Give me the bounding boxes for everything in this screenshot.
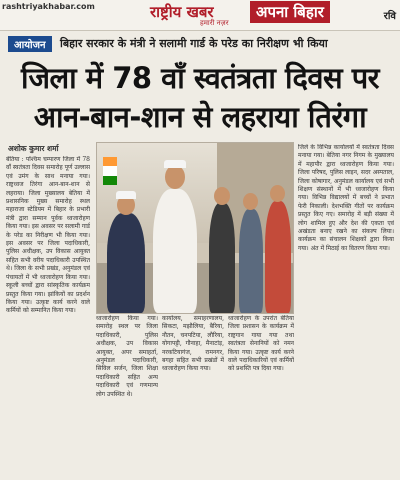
newspaper-logo <box>150 2 368 28</box>
site-url[interactable]: rashtriyakhabar.com <box>2 2 95 11</box>
headline-line-1: जिला में 78 वाँ स्वतंत्रता दिवस पर <box>20 61 380 95</box>
article-column-4: ध्वजारोहण के उपरांत बेतिया जिला प्रशासन के कार्यक्रम में राष्ट्रगान गाया गया तथा स्वतंत्रता सेनानियों को नमन किया गया। उत्कृष्ट कार्य करने वाले पदाधिकारियों एवं कर्मियों को प्रशस्ति पत्र दिया गया। <box>228 315 294 373</box>
article-column-5: जिले के विभिन्न कार्यालयों में स्वतंत्रता दिवस मनाया गया। बेतिया नगर निगम के मुख्यालय में महापौर द्वारा ध्वजारोहण किया गया। जिला परिषद, पुलिस लाइन, सदर अस्पताल, जिला कोषागार, अनुमंडल कार्यालय एवं सभी शिक्षण संस्थानों में भी ध्वजारोहण किया गया। विभिन्न विद्यालयों में बच्चों ने प्रभात फेरी निकाली। देशभक्ति गीतों पर कार्यक्रम प्रस्तुत किए गए। समारोह में बड़ी संख्या में लोग शामिल हुए और देश की एकता एवं अखंडता बनाए रखने का संकल्प लिया। कार्यक्रम का संचालन शिक्षकों द्वारा किया गया। अंत में मिठाई का वितरण किया गया। <box>298 144 394 252</box>
section-name: अपना बिहार <box>250 1 330 23</box>
logo-tagline: हमारी नज़र <box>200 19 229 27</box>
person-left-cap <box>116 191 136 199</box>
person-right-2-head <box>243 193 258 210</box>
minister-cap <box>164 160 186 168</box>
person-right-2 <box>239 209 263 313</box>
subheadline: बिहार सरकार के मंत्री ने सलामी गार्ड के परेड का निरीक्षण भी किया <box>60 37 328 50</box>
flag-icon <box>103 157 117 185</box>
news-photo <box>96 142 294 314</box>
masthead <box>0 0 400 31</box>
person-left <box>107 213 145 313</box>
kicker-row <box>8 36 396 54</box>
article-column-2: ध्वजारोहण किया गया। समारोह स्थल पर जिला पदाधिकारी, पुलिस अधीक्षक, उप विकास आयुक्त, अपर समाहर्ता, अनुमंडल पदाधिकारी, सिविल सर्जन, जिला शिक्षा पदाधिकारी सहित अन्य पदाधिकारी एवं गणमान्य लोग उपस्थित थे। <box>96 315 158 398</box>
minister-head <box>165 165 185 189</box>
article-column-1: बेतिया : पश्चिम चम्पारण जिला में 78 वाँ स्वतंत्रता दिवस समारोह पूर्ण उल्लास एवं उमंग के साथ मनाया गया। राष्ट्रध्वज तिरंगा आन-बान-शान से लहराया। जिला मुख्यालय बेतिया में प्रशासनिक मुख्य समारोह स्थल महाराजा स्टेडियम में बिहार के प्रभारी मंत्री द्वारा सम्मान पूर्वक ध्वजारोहण किया गया। इस अवसर पर सलामी गार्ड के परेड का निरीक्षण भी किया गया। इस अवसर पर जिला पदाधिकारी, पुलिस अधीक्षक, उप विकास आयुक्त सहित सभी वरीय पदाधिकारी उपस्थित थे। जिला के सभी प्रखंड, अनुमंडल एवं पंचायतों में भी ध्वजारोहण किया गया। स्कूली बच्चों द्वारा सांस्कृतिक कार्यक्रम प्रस्तुत किया गया। झांकियों का प्रदर्शन किया गया। उत्कृष्ट कार्य करने वाले कर्मियों को सम्मानित किया गया। <box>6 156 90 315</box>
cropped-edge-text: रवि <box>383 11 396 22</box>
minister-figure <box>153 189 197 313</box>
logo-main: राष्ट्रीय खबर <box>150 3 214 21</box>
person-right-3-head <box>270 185 285 202</box>
headline-line-2: आन-बान-शान से लहराया तिरंगा <box>33 100 367 134</box>
kicker-badge: आयोजन <box>8 36 52 52</box>
byline: अशोक कुमार शर्मा <box>8 144 59 153</box>
article-column-3: कार्यालय, समाहरणालय, सिकटा, मझौलिया, बैरिया, नौतन, चनपटिया, लौरिया, योगापट्टी, गौनाहा, मैनाटांड़, नरकटियागंज, रामनगर, बगहा सहित सभी प्रखंडों में ध्वजारोहण किया गया। <box>162 315 224 373</box>
person-right-1 <box>209 203 235 313</box>
person-right-1-head <box>214 187 230 205</box>
person-right-3 <box>265 201 291 313</box>
